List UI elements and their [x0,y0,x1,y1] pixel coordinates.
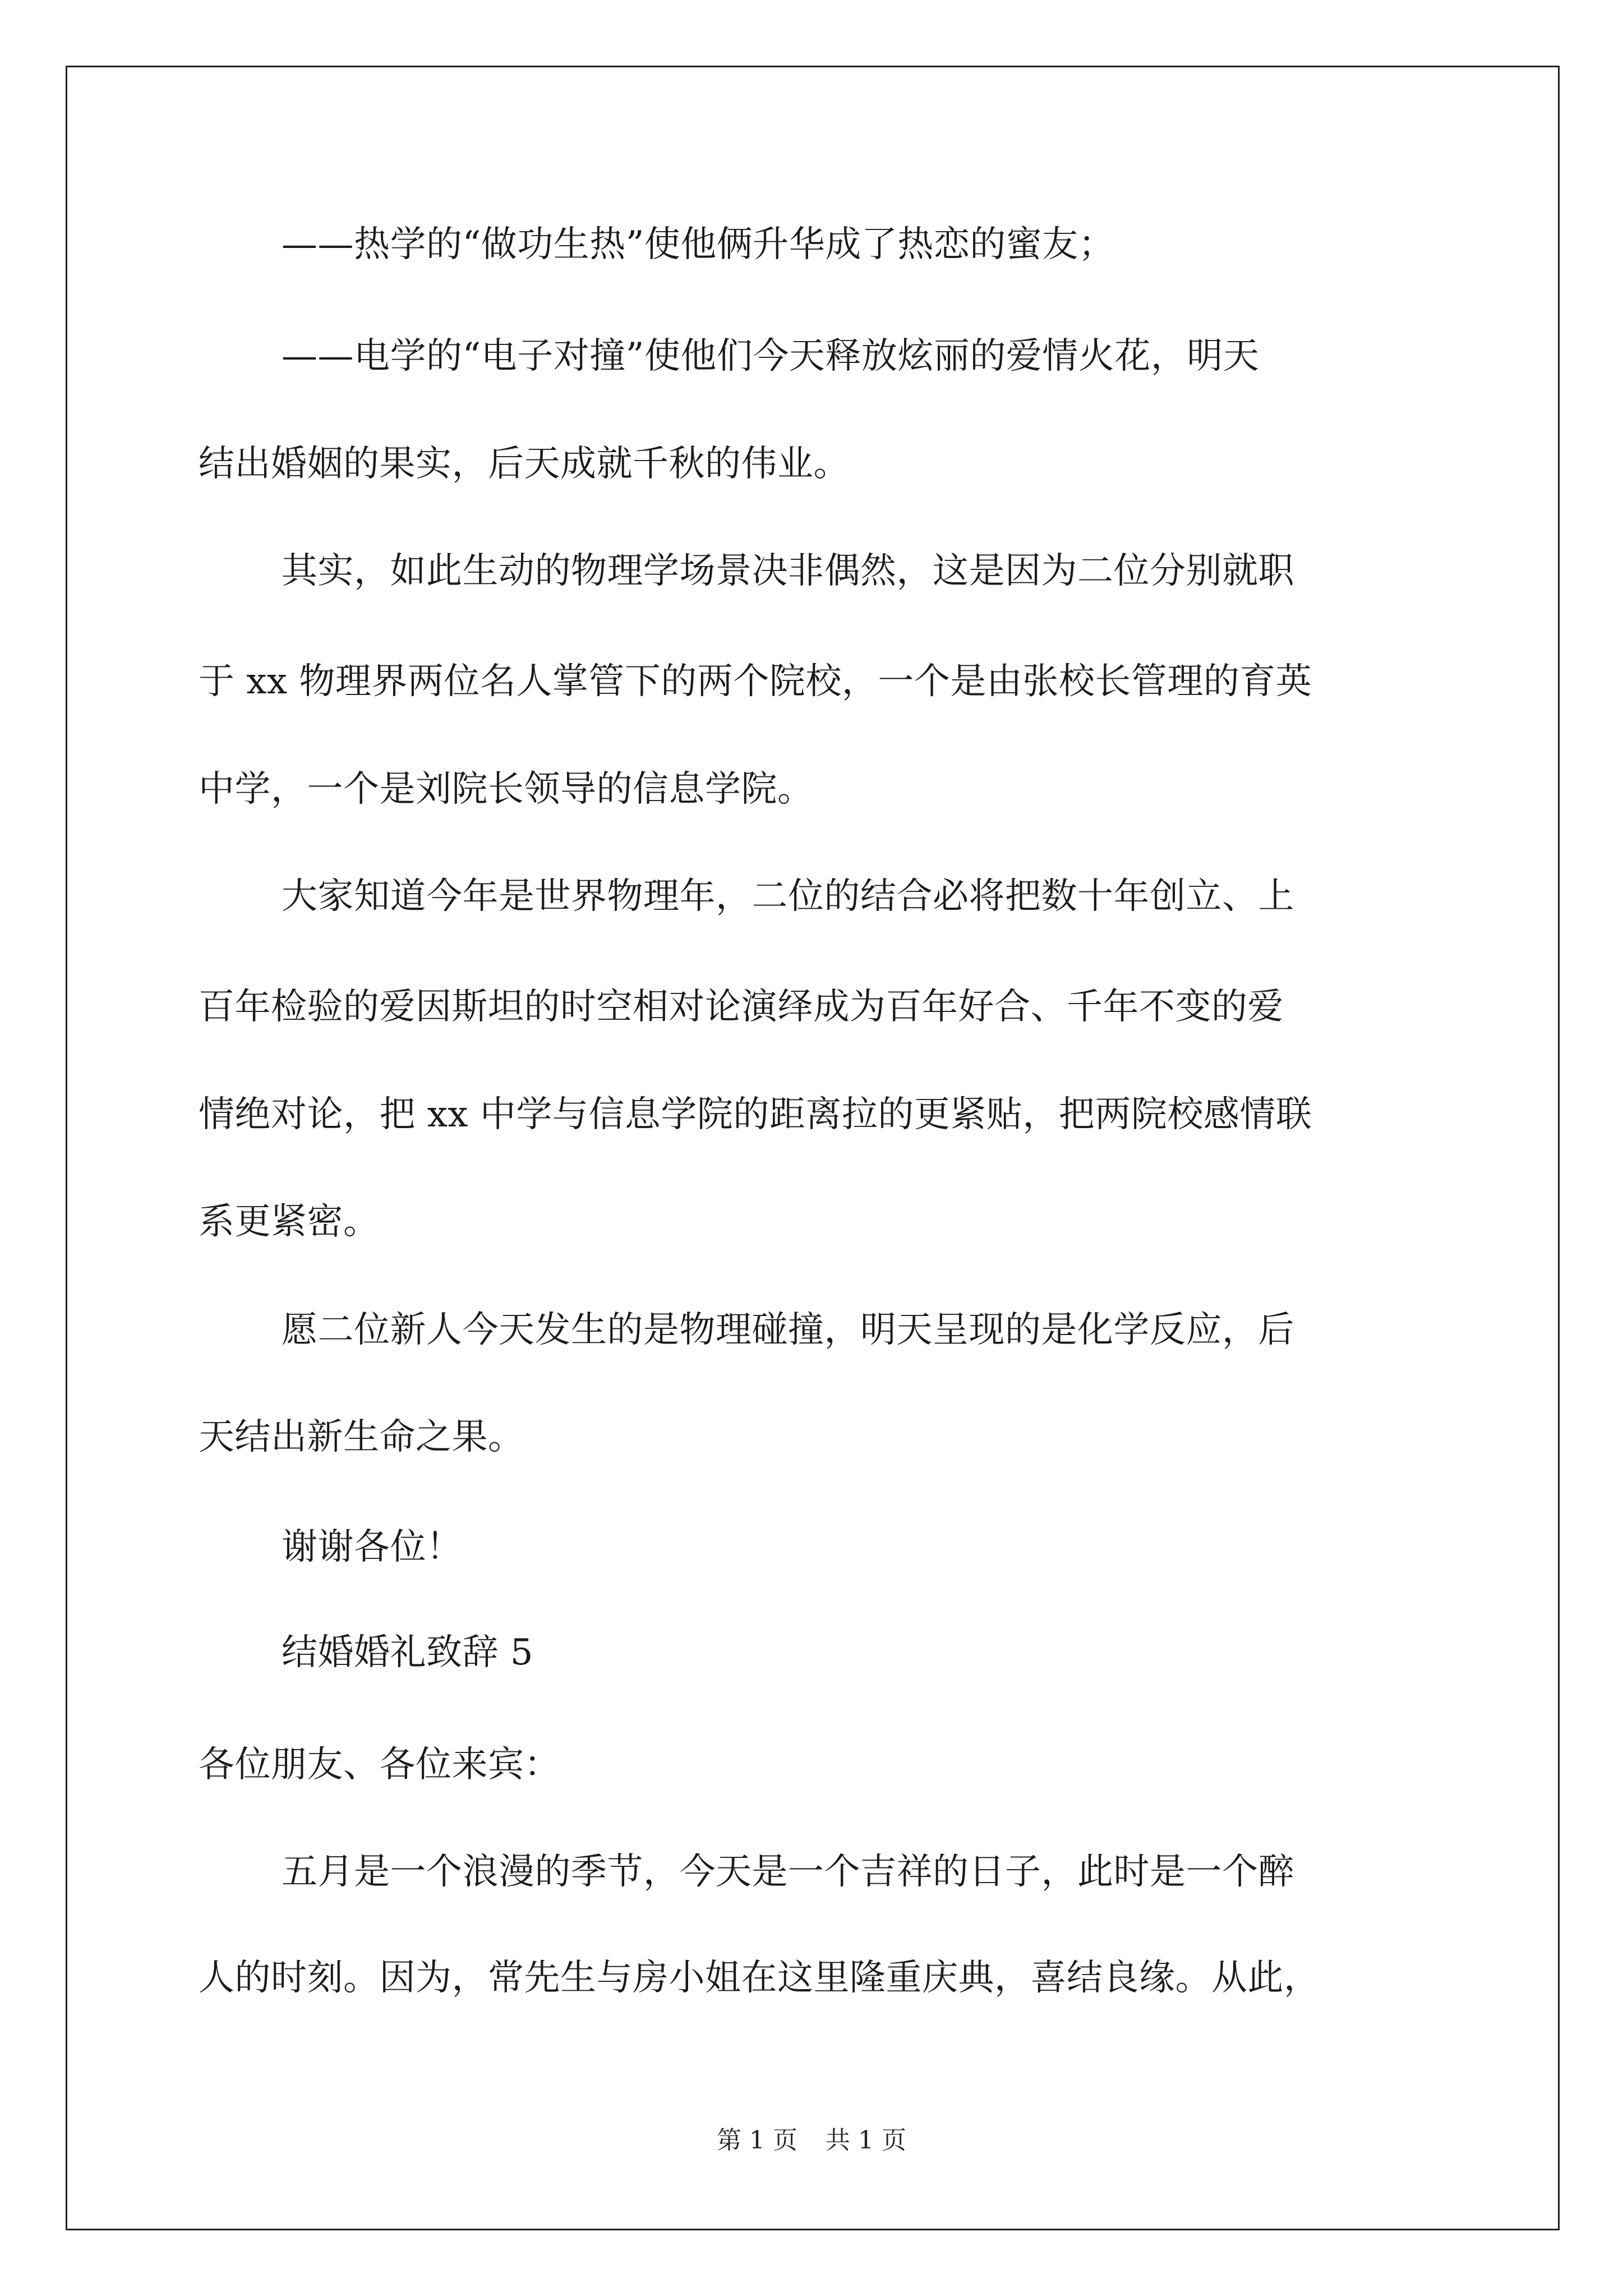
section-heading: 结婚婚礼致辞 5 [282,1632,534,1673]
text-line: ——电学的“电子对撞”使他们今天释放炫丽的爱情火花，明天 [282,335,1260,377]
text-line: 百年检验的爱因斯坦的时空相对论演绎成为百年好合、千年不变的爱 [199,986,1284,1028]
text-line: 天结出新生命之果。 [199,1416,524,1458]
text-line: 结出婚姻的果实，后天成就千秋的伟业。 [199,443,850,485]
text-line: ——热学的“做功生热”使他俩升华成了热恋的蜜友； [282,224,1115,265]
text-line: 其实，如此生动的物理学场景决非偶然，这是因为二位分别就职 [282,550,1294,592]
page-border [66,66,1560,2230]
salutation: 各位朋友、各位来宾： [199,1744,560,1786]
text-line: 系更紧密。 [199,1201,380,1243]
text-line: 大家知道今年是世界物理年，二位的结合必将把数十年创立、上 [282,876,1294,917]
text-line: 中学，一个是刘院长领导的信息学院。 [199,769,814,810]
text-line: 五月是一个浪漫的季节，今天是一个吉祥的日子，此时是一个醉 [282,1851,1294,1893]
page-footer [0,2128,1623,2153]
text-line: 谢谢各位！ [282,1526,463,1568]
text-line: 人的时刻。因为，常先生与房小姐在这里隆重庆典，喜结良缘。从此， [199,1957,1320,1999]
text-line: 愿二位新人今天发生的是物理碰撞，明天呈现的是化学反应，后 [282,1309,1294,1351]
page-number: 第 1 页 [717,2126,797,2155]
page-total: 共 1 页 [826,2126,906,2155]
text-line: 情绝对论，把 xx 中学与信息学院的距离拉的更紧贴，把两院校感情联 [199,1094,1312,1135]
text-line: 于 xx 物理界两位名人掌管下的两个院校，一个是由张校长管理的育英 [199,661,1312,702]
